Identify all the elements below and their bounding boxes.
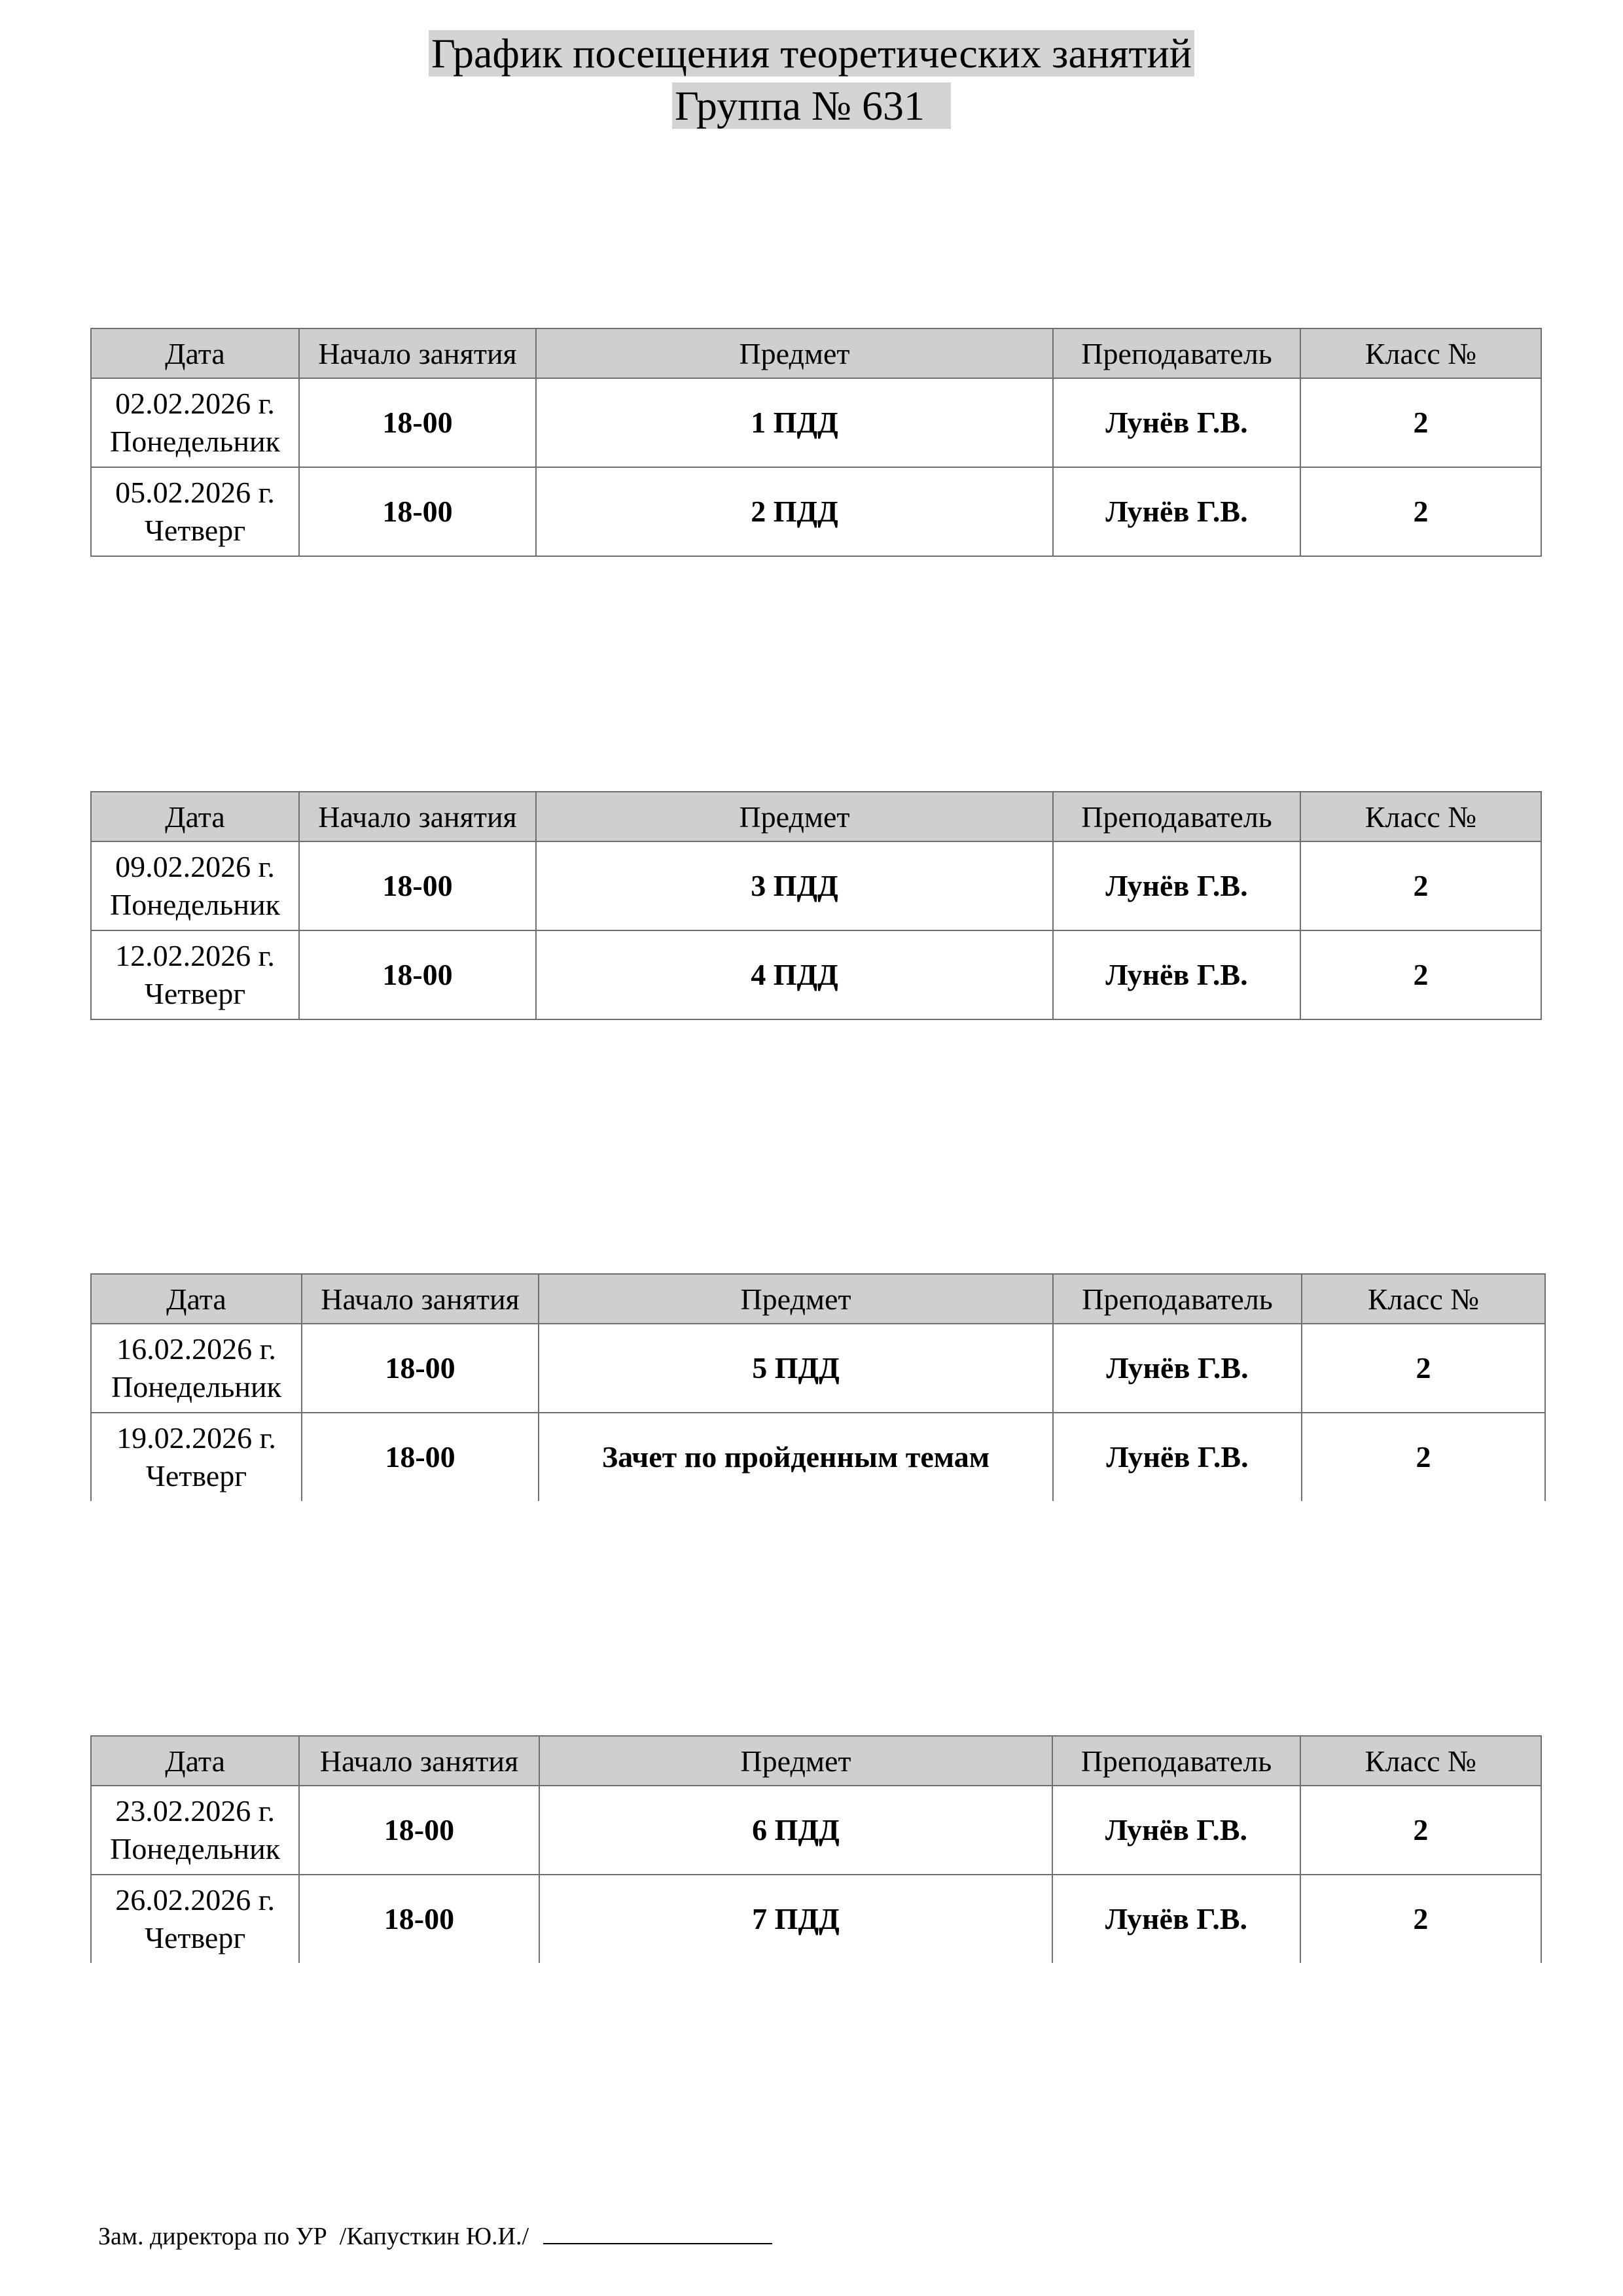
weekday-value: Четверг [145,1459,247,1492]
cell-subject: 6 ПДД [539,1786,1053,1875]
cell-subject: Зачет по пройденным темам [539,1413,1053,1501]
table-header-row [91,328,1541,378]
table-row [91,841,1541,930]
date-value: 26.02.2026 г. [115,1883,275,1916]
date-value: 19.02.2026 г. [116,1421,276,1455]
cell-class: 2 [1302,1324,1545,1413]
cell-class: 2 [1300,930,1541,1019]
header-subject: Предмет [536,792,1053,841]
table-row [91,930,1541,1019]
table-header-row [91,792,1541,841]
cell-subject: 3 ПДД [536,841,1053,930]
header-date: Дата [91,1736,299,1786]
cell-date [91,378,299,467]
group-title [0,80,1623,132]
cell-teacher: Лунёв Г.В. [1053,1324,1302,1413]
cell-class: 2 [1300,1875,1541,1963]
cell-date [91,841,299,930]
signature-footer [98,2218,772,2252]
table-row [91,467,1541,556]
cell-subject: 4 ПДД [536,930,1053,1019]
weekday-value: Понедельник [110,425,280,458]
table-header-row [91,1736,1541,1786]
header-teacher: Преподаватель [1053,1274,1302,1324]
header-start: Начало занятия [299,1736,539,1786]
cell-date [91,930,299,1019]
weekday-value: Четверг [145,1921,246,1954]
header-date: Дата [91,328,299,378]
cell-class: 2 [1300,378,1541,467]
table-header-row [91,1274,1545,1324]
header-start: Начало занятия [299,328,536,378]
date-value: 09.02.2026 г. [115,850,275,883]
cell-class: 2 [1300,841,1541,930]
cell-start: 18-00 [299,1875,539,1963]
cell-subject: 1 ПДД [536,378,1053,467]
header-teacher: Преподаватель [1053,792,1300,841]
weekday-value: Понедельник [110,1832,281,1865]
schedule-table-1 [90,328,1542,557]
cell-start: 18-00 [302,1324,539,1413]
cell-start: 18-00 [299,378,536,467]
cell-subject: 7 ПДД [539,1875,1053,1963]
header-subject: Предмет [536,328,1053,378]
date-value: 05.02.2026 г. [115,476,275,509]
cell-date [91,1875,299,1963]
date-value: 12.02.2026 г. [115,939,275,972]
signature-line [543,2218,772,2244]
date-value: 16.02.2026 г. [116,1332,276,1366]
cell-date [91,467,299,556]
table-row [91,1413,1545,1501]
cell-start: 18-00 [299,930,536,1019]
cell-teacher: Лунёв Г.В. [1053,841,1300,930]
cell-date [91,1413,302,1501]
cell-teacher: Лунёв Г.В. [1052,1875,1300,1963]
header-teacher: Преподаватель [1052,1736,1300,1786]
header-class: Класс № [1300,792,1541,841]
cell-class: 2 [1302,1413,1545,1501]
cell-start: 18-00 [299,467,536,556]
table-row [91,378,1541,467]
header-class: Класс № [1300,328,1541,378]
header-date: Дата [91,1274,302,1324]
signature-text: Зам. директора по УР /Капусткин Ю.И./ [98,2223,529,2250]
cell-start: 18-00 [299,841,536,930]
page-title [0,27,1623,80]
table-row [91,1786,1541,1875]
cell-teacher: Лунёв Г.В. [1053,378,1300,467]
cell-teacher: Лунёв Г.В. [1053,1413,1302,1501]
cell-subject: 2 ПДД [536,467,1053,556]
schedule-table-2 [90,791,1542,1020]
header-date: Дата [91,792,299,841]
weekday-value: Четверг [144,514,246,547]
cell-class: 2 [1300,1786,1541,1875]
cell-teacher: Лунёв Г.В. [1053,930,1300,1019]
cell-teacher: Лунёв Г.В. [1052,1786,1300,1875]
title-line-2: Группа № 631 [672,82,951,129]
title-line-1: График посещения теоретических занятий [429,30,1194,77]
header-subject: Предмет [539,1274,1053,1324]
header-start: Начало занятия [299,792,536,841]
cell-teacher: Лунёв Г.В. [1053,467,1300,556]
weekday-value: Понедельник [110,888,280,921]
table-row [91,1324,1545,1413]
date-value: 02.02.2026 г. [115,387,275,420]
cell-start: 18-00 [302,1413,539,1501]
schedule-table-4 [90,1735,1542,1963]
weekday-value: Понедельник [111,1370,281,1404]
cell-start: 18-00 [299,1786,539,1875]
date-value: 23.02.2026 г. [115,1794,275,1828]
header-class: Класс № [1300,1736,1541,1786]
cell-subject: 5 ПДД [539,1324,1053,1413]
header-start: Начало занятия [302,1274,539,1324]
header-class: Класс № [1302,1274,1545,1324]
cell-date [91,1786,299,1875]
schedule-table-3 [90,1273,1546,1501]
header-teacher: Преподаватель [1053,328,1300,378]
cell-date [91,1324,302,1413]
table-row [91,1875,1541,1963]
header-subject: Предмет [539,1736,1053,1786]
weekday-value: Четверг [144,977,246,1010]
cell-class: 2 [1300,467,1541,556]
